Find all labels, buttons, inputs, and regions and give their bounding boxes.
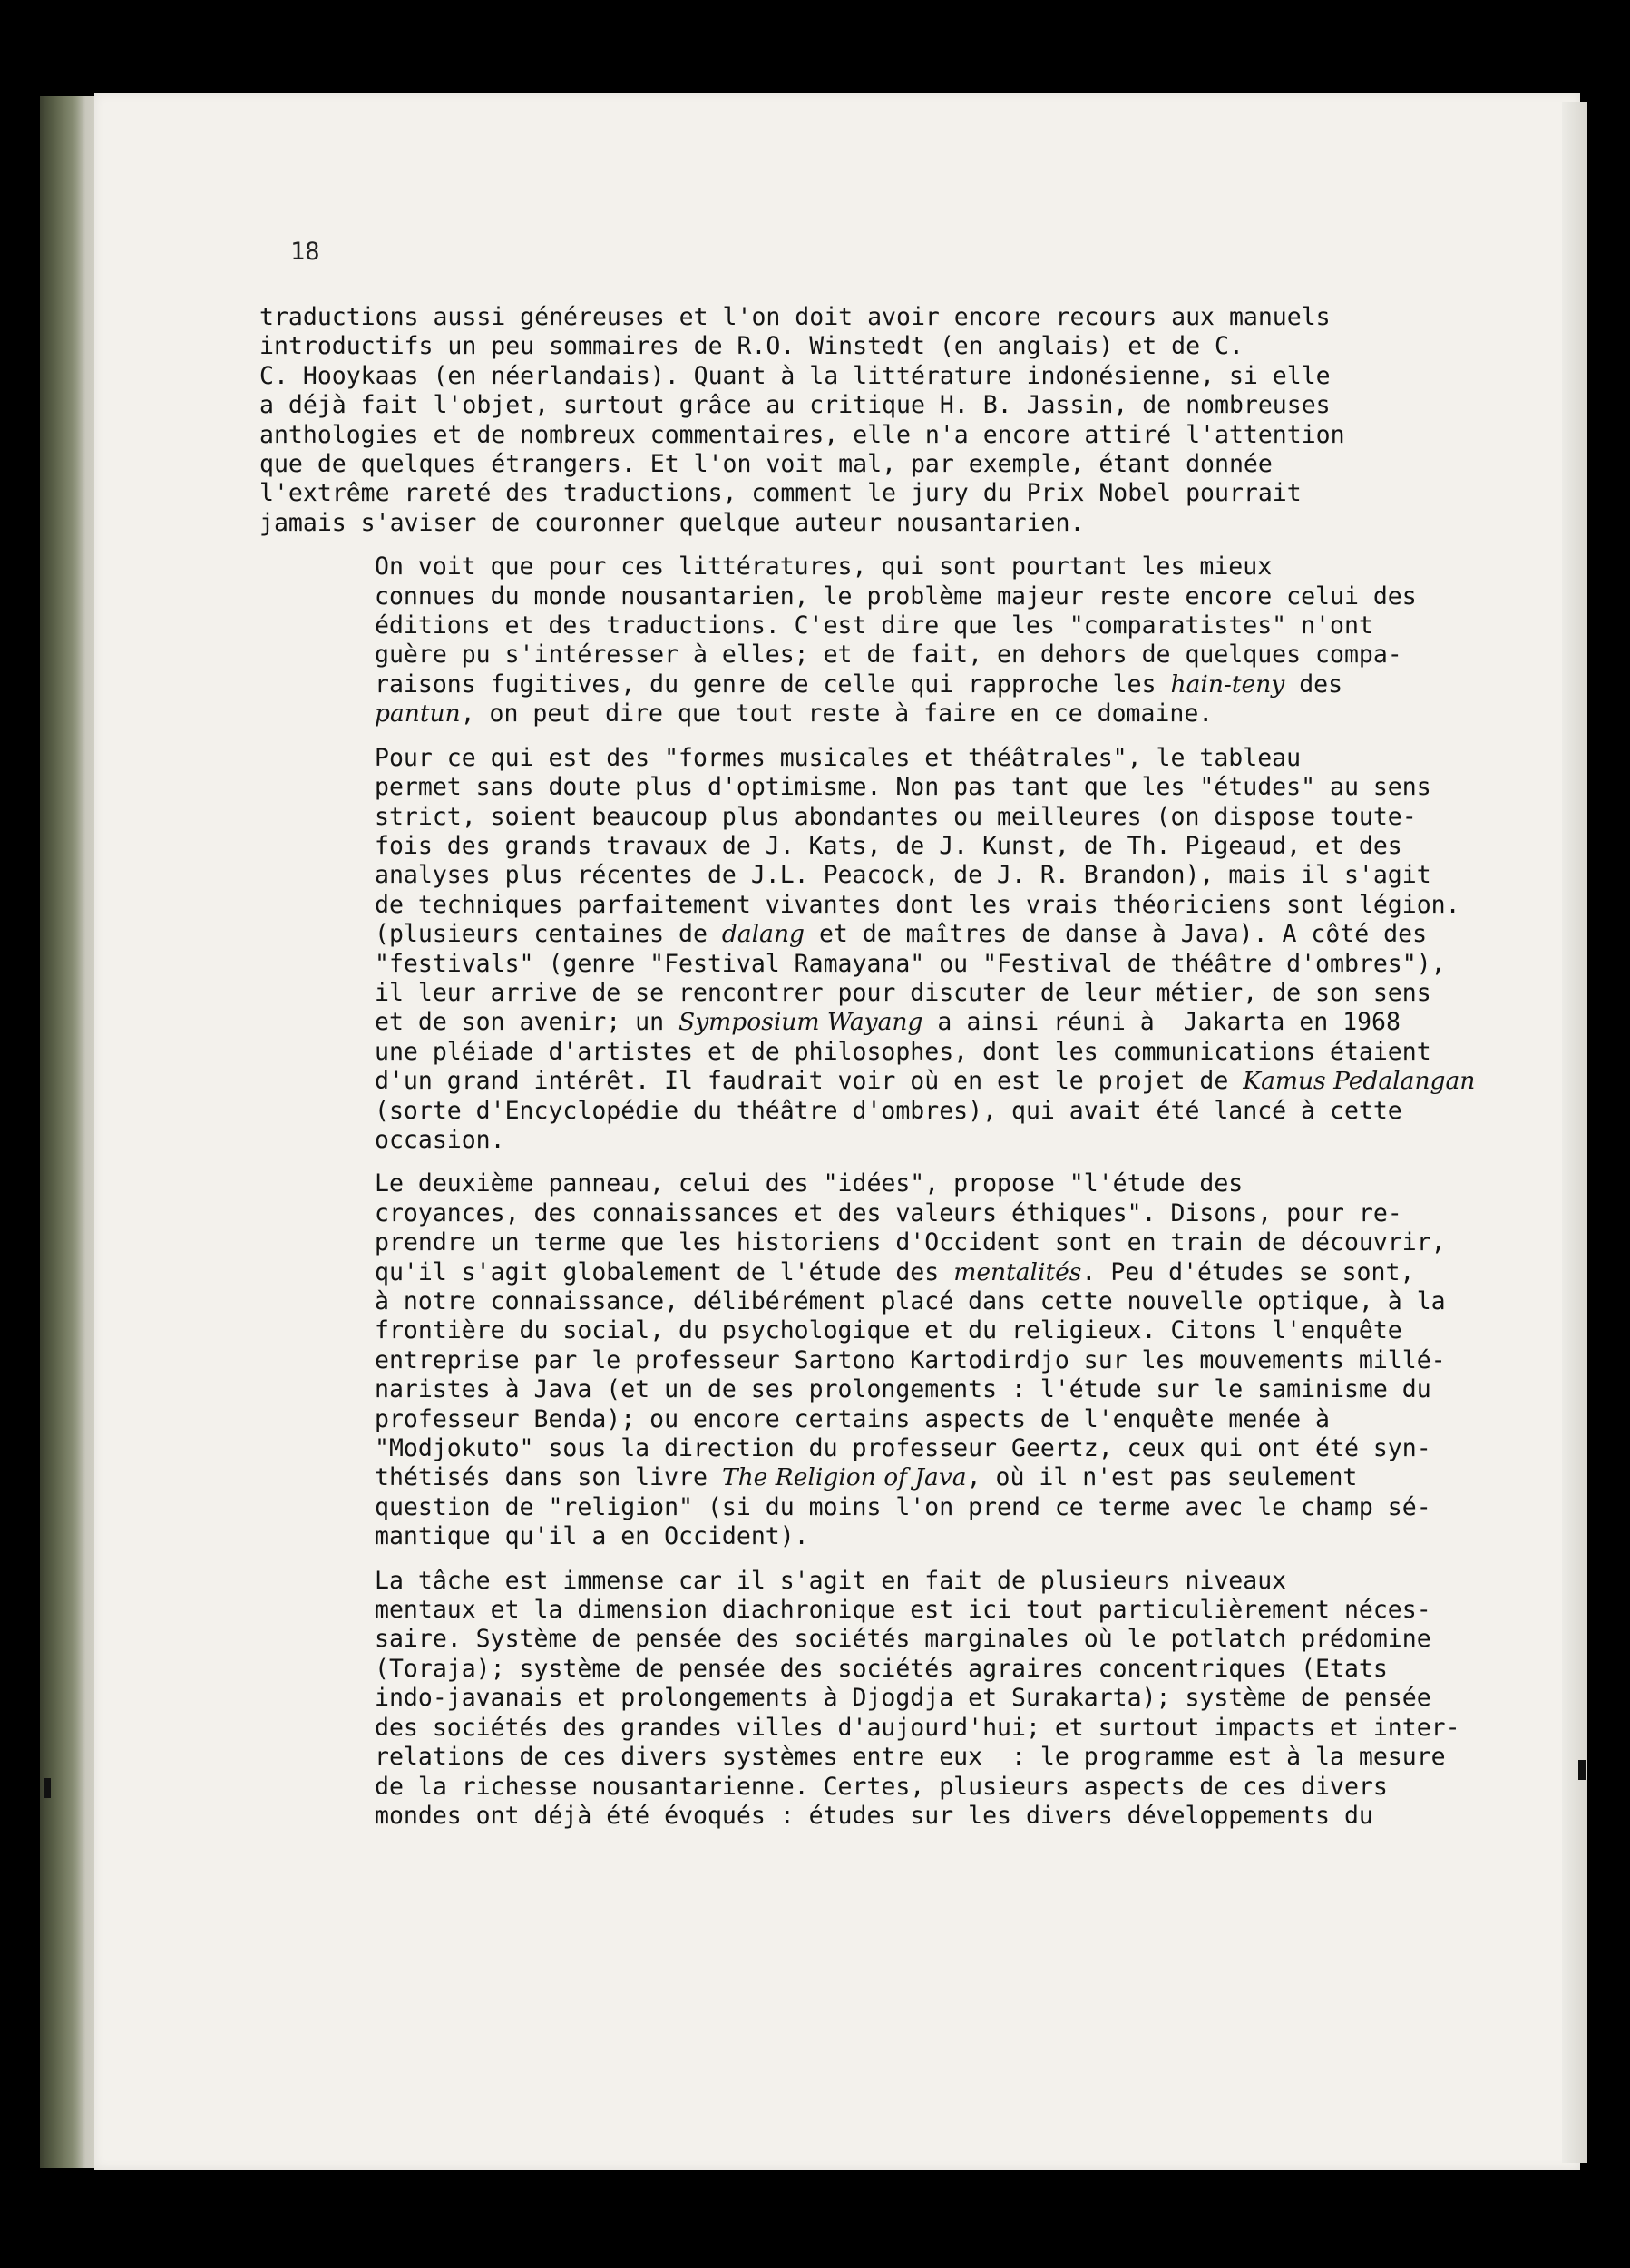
text-run: Pour ce qui est des "formes musicales et théâtrales", le tableau [375,743,1302,772]
text-run: (sorte d'Encyclopédie du théâtre d'ombres), qui avait été lancé à cette [375,1096,1402,1125]
text-run: strict, soient beaucoup plus abondantes ou meilleures (on dispose toute- [375,802,1417,831]
text-run: . Peu d'études se sont, [1081,1257,1415,1286]
text-run: C. Hooykaas (en néerlandais). Quant à la littérature indonésienne, si elle [259,361,1331,390]
text-run: introductifs un peu sommaires de R.O. Winstedt (en anglais) et de C. [259,332,1244,361]
text-run: indo-javanais et prolongements à Djogdja et Surakarta); système de pensée [375,1684,1431,1713]
italic-term: Symposium Wayang [678,1008,923,1037]
text-line [259,1316,1402,1345]
text-line [259,831,1402,861]
text-run: naristes à Java (et un de ses prolongements : l'étude sur le saminisme du [375,1375,1431,1404]
text-run: On voit que pour ces littératures, qui sont pourtant les mieux [375,552,1273,582]
text-line [259,1743,1446,1772]
text-line [259,1773,1393,1802]
text-line [259,1096,1402,1126]
text-line [259,1434,1431,1463]
text-line [259,1345,1446,1375]
text-run: croyances, des connaissances et des valeurs éthiques". Disons, pour re- [375,1198,1402,1227]
text-line [259,1067,1476,1096]
text-run: permet sans doute plus d'optimisme. Non pas tant que les "études" au sens [375,773,1431,802]
text-run: mantique qu'il a en Occident). [375,1522,809,1551]
text-run: occasion. [375,1125,505,1154]
text-line [259,773,1431,802]
text-line [259,391,1393,420]
text-run: entreprise par le professeur Sartono Kartodirdjo sur les mouvements millé- [375,1345,1446,1374]
text-line [259,1287,1446,1316]
text-run: mondes ont déjà été évoqués : études sur les divers développements du [375,1801,1373,1830]
paragraph [259,552,1417,728]
text-line [259,552,1393,582]
text-run: que de quelques étrangers. Et l'on voit mal, par exemple, étant donnée [259,450,1273,479]
text-line [259,1126,1393,1155]
text-line [259,303,1393,332]
text-run: et de son avenir; un [375,1008,679,1037]
text-line [259,1257,1415,1287]
text-line [259,1169,1393,1198]
text-run: éditions et des traductions. C'est dire que les "comparatistes" n'ont [375,611,1373,640]
text-run: "festivals" (genre "Festival Ramayana" ou "Festival de théâtre d'ombres"), [375,949,1446,978]
text-line [259,1008,1401,1037]
text-line [259,890,1460,920]
italic-term: hain-teny [1170,670,1285,699]
text-line [259,1802,1393,1831]
text-run: La tâche est immense car il s'agit en fait de plusieurs niveaux [375,1566,1287,1595]
italic-term: mentalités [953,1257,1082,1286]
text-line [259,1522,1393,1551]
text-run: qu'il s'agit globalement de l'étude des [375,1257,954,1286]
text-run: relations de ces divers systèmes entre eux : le programme est à la mesure [375,1743,1446,1772]
text-run: une pléiade d'artistes et de philosophes, dont les communications étaient [375,1037,1431,1066]
text-line [259,670,1393,699]
text-line [259,450,1393,479]
text-run: de la richesse nousantarienne. Certes, plusieurs aspects de ces divers [375,1772,1388,1801]
text-run: (plusieurs centaines de [375,920,722,949]
text-run: fois des grands travaux de J. Kats, de J. Kunst, de Th. Pigeaud, et des [375,831,1402,860]
text-line [259,1596,1431,1625]
body-text [259,303,1476,1845]
italic-term: dalang [721,920,805,949]
text-line [259,421,1393,450]
text-run: Le deuxième panneau, celui des "idées", propose "l'étude des [375,1169,1244,1198]
text-run: question de "religion" (si du moins l'on prend ce terme avec le champ sé- [375,1492,1431,1521]
text-line [259,1655,1393,1684]
text-line [259,1684,1431,1713]
text-run: et de maîtres de danse à Java). A côté des [804,920,1428,949]
paragraph [259,303,1393,538]
text-line [259,1198,1402,1228]
text-run: a ainsi réuni à Jakarta en 1968 [922,1008,1401,1037]
text-run: , on peut dire que tout reste à faire en ce domaine. [460,699,1214,728]
text-line [259,1492,1431,1522]
text-line [259,1228,1446,1257]
text-run: de techniques parfaitement vivantes dont les vrais théoriciens sont légion. [375,890,1460,919]
text-run: jamais s'aviser de couronner quelque auteur nousantarien. [259,508,1085,537]
text-run: des sociétés des grandes villes d'aujourd'hui; et surtout impacts et inter- [375,1713,1460,1742]
text-run: a déjà fait l'objet, surtout grâce au critique H. B. Jassin, de nombreuses [259,391,1331,420]
text-run: à notre connaissance, délibérément placé dans cette nouvelle optique, à la [375,1287,1446,1315]
text-line [259,1713,1460,1743]
paragraph [259,1169,1446,1551]
paragraph [259,1566,1460,1832]
italic-term: pantun [375,699,461,728]
text-run: "Modjokuto" sous la direction du professeur Geertz, ceux qui ont été syn- [375,1434,1431,1463]
text-run: , où il n'est pas seulement [966,1463,1358,1492]
text-run: des [1284,670,1343,699]
right-margin-mark [1578,1760,1586,1780]
text-line [259,1567,1393,1596]
text-run: prendre un terme que les historiens d'Occident sont en train de découvrir, [375,1228,1446,1257]
italic-term: Kamus Pedalangan [1243,1067,1476,1096]
text-run: mentaux et la dimension diachronique est ici tout particulièrement néces- [375,1596,1431,1625]
text-line [259,978,1431,1008]
text-line [259,1037,1431,1067]
text-line [259,861,1431,890]
text-line [259,1375,1431,1404]
text-run: il leur arrive de se rencontrer pour discuter de leur métier, de son sens [375,978,1431,1007]
italic-term: The Religion of Java [721,1463,967,1492]
text-run: raisons fugitives, du genre de celle qui rapproche les [375,670,1171,699]
text-line [259,949,1446,979]
text-line [259,509,1393,538]
text-run: d'un grand intérêt. Il faudrait voir où en est le projet de [375,1067,1244,1096]
text-line [259,920,1428,949]
page-number: 18 [290,238,320,266]
text-line [259,699,1393,728]
text-line [259,582,1417,611]
text-line [259,744,1393,773]
text-run: professeur Benda); ou encore certains aspects de l'enquête menée à [375,1404,1330,1433]
text-line [259,362,1393,391]
text-run: thétisés dans son livre [375,1463,722,1492]
text-run: analyses plus récentes de J.L. Peacock, de J. R. Brandon), mais il s'agit [375,861,1431,890]
left-margin-mark [44,1778,51,1798]
text-run: frontière du social, du psychologique et du religieux. Citons l'enquête [375,1316,1402,1345]
text-line [259,1625,1431,1654]
text-run: connues du monde nousantarien, le problème majeur reste encore celui des [375,582,1417,611]
text-run: guère pu s'intéresser à elles; et de fait, en dehors de quelques compa- [375,640,1402,670]
text-line [259,611,1393,640]
text-run: saire. Système de pensée des sociétés marginales où le potlatch prédomine [375,1625,1431,1654]
page-right-edge [1562,102,1587,2163]
text-line [259,640,1402,670]
text-run: traductions aussi généreuses et l'on doit avoir encore recours aux manuels [259,303,1331,331]
text-run: anthologies et de nombreux commentaires, elle n'a encore attiré l'attention [259,420,1345,449]
paragraph [259,743,1476,1156]
text-line [259,1405,1393,1434]
text-run: l'extrême rareté des traductions, comment le jury du Prix Nobel pourrait [259,479,1302,508]
text-line [259,802,1417,832]
text-line [259,1463,1393,1492]
text-line [259,332,1393,361]
text-run: (Toraja); système de pensée des sociétés agraires concentriques (Etats [375,1654,1388,1683]
text-line [259,479,1393,508]
